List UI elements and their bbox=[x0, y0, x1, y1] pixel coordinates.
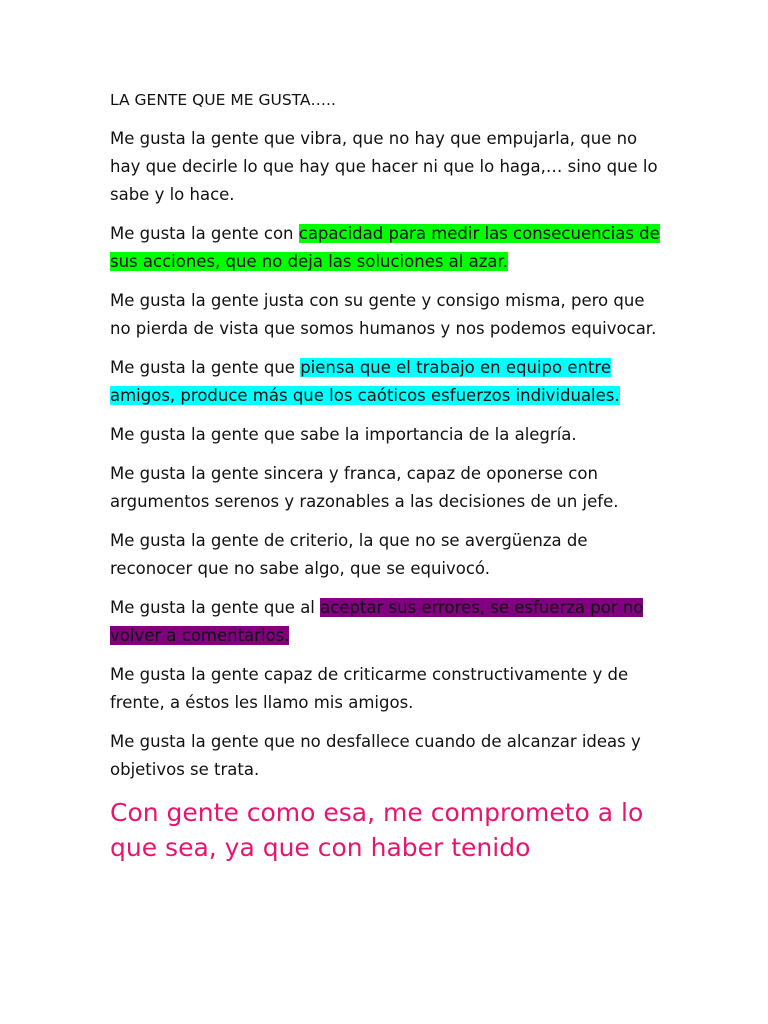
paragraph-5: Me gusta la gente que sabe la importancia de la alegría. bbox=[110, 425, 577, 444]
paragraph-7: Me gusta la gente de criterio, la que no se avergüenza de reconocer que no sabe algo, que se equivocó. bbox=[110, 531, 588, 578]
paragraph-text: Me gusta la gente con bbox=[110, 224, 299, 243]
paragraph-9: Me gusta la gente capaz de criticarme constructivamente y de frente, a éstos les llamo mis amigos. bbox=[110, 665, 629, 712]
paragraph-3: Me gusta la gente justa con su gente y consigo misma, pero que no pierda de vista que somos humanos y nos podemos equivocar. bbox=[110, 291, 657, 338]
paragraph-text: Me gusta la gente que al bbox=[110, 598, 321, 617]
paragraph-4 bbox=[110, 354, 660, 410]
paragraph-10: Me gusta la gente que no desfallece cuando de alcanzar ideas y objetivos se trata. bbox=[110, 732, 641, 779]
paragraph-8 bbox=[110, 594, 660, 650]
highlighted-text-cyan: piensa que el trabajo en equipo entre amigos, produce más que los caóticos esfuerzos individuales. bbox=[110, 358, 620, 405]
paragraph-text: Me gusta la gente que bbox=[110, 358, 301, 377]
paragraph-6: Me gusta la gente sincera y franca, capaz de oponerse con argumentos serenos y razonables a las decisiones de un jefe. bbox=[110, 464, 619, 511]
highlighted-text-green: capacidad para medir las consecuencias de sus acciones, que no deja las soluciones al azar. bbox=[110, 224, 660, 271]
highlighted-text-purple: aceptar sus errores, se esfuerza por no volver a comentarlos. bbox=[110, 598, 644, 645]
paragraph-2 bbox=[110, 220, 660, 276]
document-body bbox=[110, 86, 660, 865]
closing-statement: Con gente como esa, me comprometo a lo que sea, ya que con haber tenido bbox=[110, 798, 644, 862]
document-title: LA GENTE QUE ME GUSTA….. bbox=[110, 91, 336, 109]
paragraph-1: Me gusta la gente que vibra, que no hay que empujarla, que no hay que decirle lo que hay que hacer ni que lo haga,… sino que lo sabe y lo hace. bbox=[110, 129, 658, 204]
